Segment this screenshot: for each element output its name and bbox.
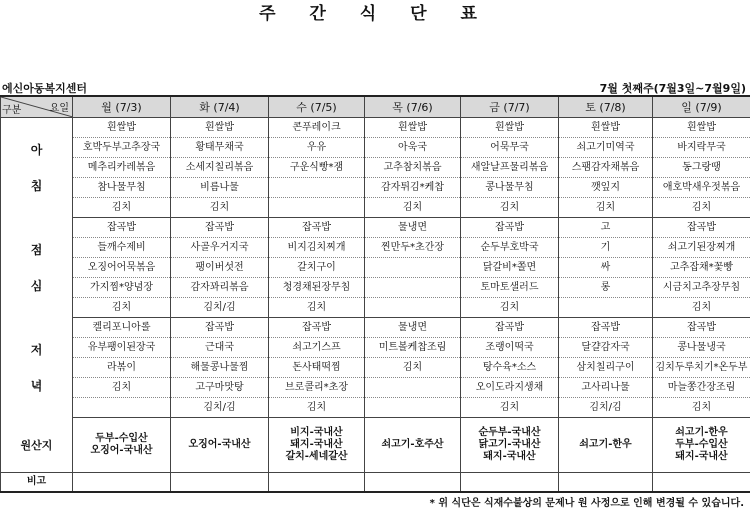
menu-cell: 김치/김	[171, 398, 269, 418]
menu-cell: 물냉면	[365, 318, 461, 338]
menu-cell	[269, 198, 365, 218]
menu-cell: 김치	[461, 298, 559, 318]
menu-cell: 잡곡밥	[171, 218, 269, 238]
menu-cell: 물냉면	[365, 218, 461, 238]
menu-cell: 고	[559, 218, 653, 238]
origin-item: 두부-수입산	[95, 433, 148, 444]
meal-label-top: 저	[30, 342, 43, 357]
menu-cell: 새알날프물리볶음	[461, 158, 559, 178]
day-header: 목 (7/6)	[365, 96, 461, 118]
menu-cell: 김치	[365, 198, 461, 218]
menu-cell: 흰쌀밥	[653, 118, 750, 138]
origin-cell	[73, 418, 171, 473]
menu-cell: 잡곡밥	[73, 218, 171, 238]
menu-row	[1, 278, 750, 298]
menu-cell: 감자튀김*케찹	[365, 178, 461, 198]
note-cell	[171, 473, 269, 493]
menu-cell: 오징어어묵볶음	[73, 258, 171, 278]
menu-cell: 오이도라지생채	[461, 378, 559, 398]
menu-cell: 찐만두*초간장	[365, 238, 461, 258]
origin-item: 오징어-국내산	[90, 445, 153, 456]
menu-cell: 마늘쫑간장조림	[653, 378, 750, 398]
origin-item: 닭고기-국내산	[478, 439, 541, 450]
menu-cell	[365, 298, 461, 318]
menu-cell: 흰쌀밥	[559, 118, 653, 138]
menu-cell: 김치	[653, 398, 750, 418]
origin-item: 돼지-국내산	[675, 451, 728, 462]
menu-cell: 흰쌀밥	[171, 118, 269, 138]
menu-row	[1, 158, 750, 178]
origin-item: 돼지-국내산	[290, 439, 343, 450]
menu-cell: 잡곡밥	[171, 318, 269, 338]
menu-cell: 아욱국	[365, 138, 461, 158]
meal-label-top: 아	[30, 142, 43, 157]
origin-cell	[559, 418, 653, 473]
menu-cell: 쇠고기미역국	[559, 138, 653, 158]
origin-item: 순두부-국내산	[478, 427, 541, 438]
menu-cell: 우유	[269, 138, 365, 158]
origin-item: 쇠고기-호주산	[381, 439, 444, 450]
meal-label-bottom: 심	[30, 278, 43, 293]
menu-cell: 어묵무국	[461, 138, 559, 158]
menu-cell: 비지김치찌개	[269, 238, 365, 258]
menu-cell: 닭갈비*쫄면	[461, 258, 559, 278]
note-cell	[73, 473, 171, 493]
menu-cell: 사골우거지국	[171, 238, 269, 258]
menu-cell: 김치	[269, 398, 365, 418]
menu-cell: 감자꽈리볶음	[171, 278, 269, 298]
menu-cell: 미트볼케찹조림	[365, 338, 461, 358]
menu-cell: 바지락무국	[653, 138, 750, 158]
menu-cell: 호박두부고추장국	[73, 138, 171, 158]
menu-row	[1, 138, 750, 158]
menu-cell: 콩나물무침	[461, 178, 559, 198]
menu-cell: 근대국	[171, 338, 269, 358]
day-header: 월 (7/3)	[73, 96, 171, 118]
menu-cell: 고추참치볶음	[365, 158, 461, 178]
day-header: 금 (7/7)	[461, 96, 559, 118]
menu-cell: 탕수육*소스	[461, 358, 559, 378]
note-cell	[653, 473, 750, 493]
menu-cell: 애호박새우젓볶음	[653, 178, 750, 198]
menu-row	[1, 198, 750, 218]
meal-label	[1, 318, 73, 418]
menu-cell: 싸	[559, 258, 653, 278]
header-corner	[1, 96, 73, 118]
menu-cell: 고구마맛탕	[171, 378, 269, 398]
menu-cell: 고사리나물	[559, 378, 653, 398]
menu-cell: 잡곡밥	[461, 318, 559, 338]
menu-cell: 갈치구이	[269, 258, 365, 278]
menu-row	[1, 318, 750, 338]
menu-cell: 고추잡채*꽃빵	[653, 258, 750, 278]
origin-cell	[653, 418, 750, 473]
note-cell	[365, 473, 461, 493]
menu-cell: 팽이버섯전	[171, 258, 269, 278]
meal-label-bottom: 침	[30, 178, 43, 193]
origin-label: 원산지	[1, 418, 73, 473]
menu-cell	[365, 258, 461, 278]
menu-row	[1, 118, 750, 138]
menu-cell: 롱	[559, 278, 653, 298]
menu-cell: 구운식빵*잼	[269, 158, 365, 178]
menu-cell: 소세지칠리볶음	[171, 158, 269, 178]
menu-cell: 청경채된장무침	[269, 278, 365, 298]
menu-cell: 삼치칠리구이	[559, 358, 653, 378]
menu-cell: 유부팽이된장국	[73, 338, 171, 358]
menu-cell: 김치	[171, 198, 269, 218]
menu-cell: 김치	[73, 378, 171, 398]
meal-label	[1, 218, 73, 318]
menu-cell: 쇠고기된장찌개	[653, 238, 750, 258]
menu-row	[1, 378, 750, 398]
menu-cell: 김치	[461, 198, 559, 218]
menu-cell: 황태무채국	[171, 138, 269, 158]
menu-cell: 잡곡밥	[559, 318, 653, 338]
day-header: 토 (7/8)	[559, 96, 653, 118]
menu-cell	[365, 398, 461, 418]
menu-cell: 콩나물냉국	[653, 338, 750, 358]
menu-cell: 들깨수제비	[73, 238, 171, 258]
menu-row	[1, 358, 750, 378]
origin-cell	[365, 418, 461, 473]
footnote: * 위 식단은 식재수불상의 문제나 원 사정으로 인해 변경될 수 있습니다.	[429, 498, 744, 509]
header-row	[1, 96, 750, 118]
menu-cell: 돈사태떡찜	[269, 358, 365, 378]
menu-cell: 흰쌀밥	[461, 118, 559, 138]
menu-cell: 잡곡밥	[269, 318, 365, 338]
day-header: 화 (7/4)	[171, 96, 269, 118]
menu-cell: 김치	[365, 358, 461, 378]
menu-row	[1, 398, 750, 418]
menu-row	[1, 258, 750, 278]
origin-item: 비지-국내산	[290, 427, 343, 438]
week-label: 7월 첫째주(7월3일~7월9일)	[599, 82, 746, 95]
menu-cell	[559, 298, 653, 318]
menu-cell: 쇠고기스프	[269, 338, 365, 358]
menu-cell: 잡곡밥	[269, 218, 365, 238]
menu-cell: 잡곡밥	[653, 318, 750, 338]
menu-cell: 동그랑땡	[653, 158, 750, 178]
menu-cell: 참나물무침	[73, 178, 171, 198]
menu-cell: 메추리카레볶음	[73, 158, 171, 178]
menu-row	[1, 338, 750, 358]
menu-cell: 비름나물	[171, 178, 269, 198]
menu-cell: 김치두루치기*온두부	[653, 358, 750, 378]
note-cell	[269, 473, 365, 493]
menu-cell	[365, 278, 461, 298]
menu-cell: 흰쌀밥	[365, 118, 461, 138]
menu-cell: 브로콜리*초장	[269, 378, 365, 398]
origin-cell	[171, 418, 269, 473]
day-header: 수 (7/5)	[269, 96, 365, 118]
note-cell	[559, 473, 653, 493]
menu-cell: 김치	[653, 198, 750, 218]
page-title: 주 간 식 단 표	[259, 4, 491, 24]
origin-item: 두부-수입산	[675, 439, 728, 450]
menu-cell: 순두부호박국	[461, 238, 559, 258]
menu-cell: 켈리포니아롤	[73, 318, 171, 338]
origin-item: 돼지-국내산	[483, 451, 536, 462]
menu-cell: 김치	[269, 298, 365, 318]
menu-row	[1, 298, 750, 318]
origin-item: 쇠고기-한우	[675, 427, 728, 438]
menu-row	[1, 178, 750, 198]
menu-cell: 조랭이떡국	[461, 338, 559, 358]
day-header: 일 (7/9)	[653, 96, 750, 118]
meal-label	[1, 118, 73, 218]
menu-cell: 토마토샐러드	[461, 278, 559, 298]
meal-label-top: 점	[30, 242, 43, 257]
menu-cell: 콘푸레이크	[269, 118, 365, 138]
menu-cell: 김치	[73, 298, 171, 318]
corner-label-category: 구분	[2, 105, 22, 116]
menu-cell: 김치/김	[559, 398, 653, 418]
note-row	[1, 473, 750, 493]
menu-row	[1, 238, 750, 258]
menu-cell: 잡곡밥	[461, 218, 559, 238]
meal-label-bottom: 녁	[30, 378, 43, 393]
menu-cell: 흰쌀밥	[73, 118, 171, 138]
weekly-menu-table	[0, 95, 750, 493]
menu-cell	[365, 378, 461, 398]
menu-cell: 잡곡밥	[653, 218, 750, 238]
origin-item: 쇠고기-한우	[579, 439, 632, 450]
center-name: 에신아동복지센터	[2, 82, 88, 95]
menu-cell: 김치	[653, 298, 750, 318]
origin-row	[1, 418, 750, 473]
menu-row	[1, 218, 750, 238]
menu-cell: 기	[559, 238, 653, 258]
origin-item: 오징어-국내산	[188, 439, 251, 450]
menu-cell: 김치	[559, 198, 653, 218]
note-cell	[461, 473, 559, 493]
menu-cell: 깻잎지	[559, 178, 653, 198]
menu-cell: 김치/김	[171, 298, 269, 318]
menu-cell: 스팸감자채볶음	[559, 158, 653, 178]
menu-cell	[269, 178, 365, 198]
origin-cell	[269, 418, 365, 473]
menu-cell: 김치	[461, 398, 559, 418]
menu-cell: 시금치고추장무침	[653, 278, 750, 298]
corner-label-day: 요일	[49, 103, 69, 114]
menu-cell: 라볶이	[73, 358, 171, 378]
origin-cell	[461, 418, 559, 473]
menu-cell: 해물콩나물찜	[171, 358, 269, 378]
origin-item: 갈치-세네갈산	[285, 451, 348, 462]
menu-cell: 달걀감자국	[559, 338, 653, 358]
menu-cell: 김치	[73, 198, 171, 218]
menu-cell: 가지찜*양념장	[73, 278, 171, 298]
menu-cell	[73, 398, 171, 418]
note-label: 비고	[1, 473, 73, 493]
